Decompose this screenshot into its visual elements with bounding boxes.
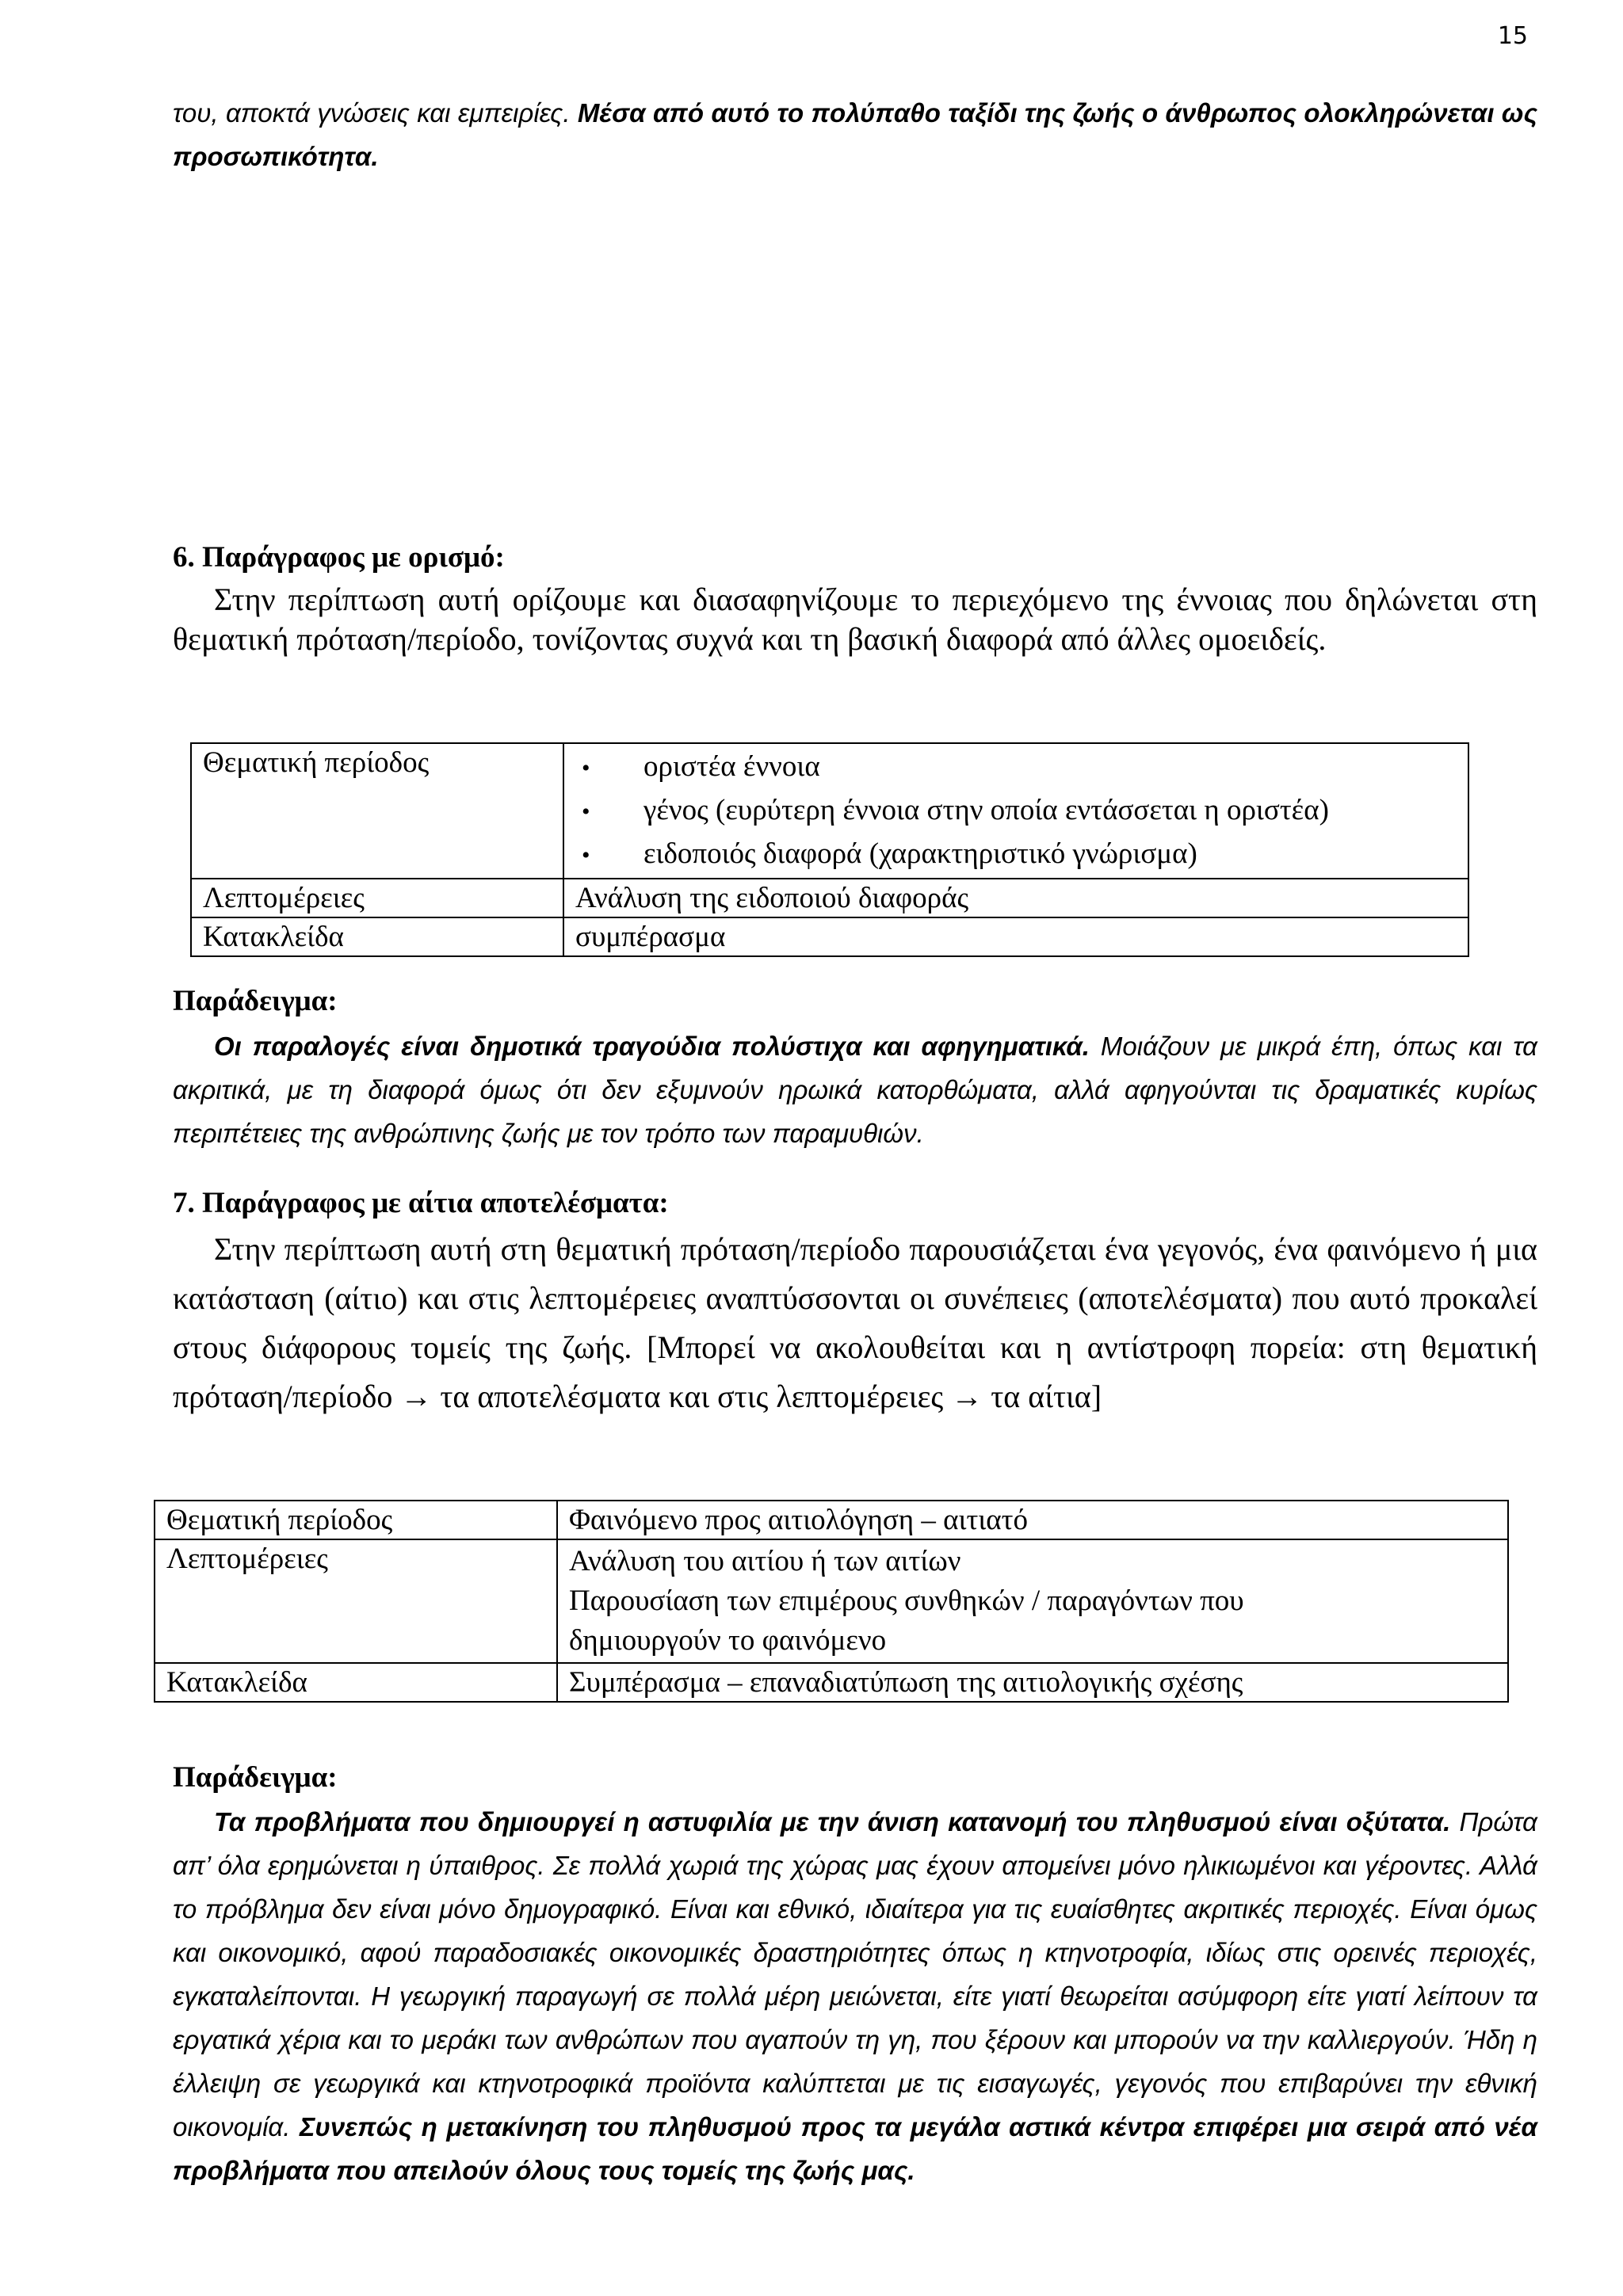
list-item: • ειδοποιός διαφορά (χαρακτηριστικό γνώρισμα) xyxy=(564,833,1457,876)
table-row xyxy=(155,1501,1508,1539)
section-7-example-label: Παράδειγμα: xyxy=(173,1761,338,1794)
table-row xyxy=(155,1539,1508,1663)
conclusion-label-cell xyxy=(191,917,563,956)
details-label-cell xyxy=(155,1539,557,1663)
thematic-value: Φαινόμενο προς αιτιολόγηση – αιτιατό xyxy=(569,1504,1029,1536)
section-7-example-bold-2: Συνεπώς η μετακίνηση του πληθυσμού προς τα μεγάλα αστικά κέντρα επιφέρει μια σειρά από νέα προβλήματα που απειλούν όλους τους τομείς της ζωής μας. xyxy=(173,2112,1537,2185)
section-6-example-bold: Οι παραλογές είναι δημοτικά τραγούδια πολύστιχα και αφηγηματικά. xyxy=(214,1032,1090,1061)
definition-table xyxy=(190,742,1469,957)
section-7-example-bold-1: Τα προβλήματα που δημιουργεί η αστυφιλία με την άνιση κατανομή του πληθυσμού είναι οξύτατα. xyxy=(214,1807,1451,1836)
details-line-2: Παρουσίαση των επιμέρους συνθηκών / παραγόντων που δημιουργούν το φαινόμενο xyxy=(569,1585,1244,1657)
thematic-label-cell xyxy=(191,743,563,879)
table-row xyxy=(191,917,1468,956)
section-6-example-label: Παράδειγμα: xyxy=(173,985,338,1017)
conclusion-value: συμπέρασμα xyxy=(575,921,726,953)
details-label: Λεπτομέρειες xyxy=(203,882,365,914)
bullet-icon: • xyxy=(582,755,590,781)
conclusion-label-cell xyxy=(155,1663,557,1702)
table-row xyxy=(191,743,1468,879)
section-7-example-text: Πρώτα απ’ όλα ερημώνεται η ύπαιθρος. Σε πολλά χωριά της χώρας μας έχουν απομείνει μόνο ηλικιωμένοι και γέροντες. Αλλά το πρόβλημα δεν είναι μόνο δημογραφικό. Είναι και εθνικό, ιδιαίτερα για τις ευαίσθητες ακριτικές περιοχές. Είναι όμως και οικονομικό, αφού παραδοσιακές οικονομικές δραστηριότητες όπως η κτηνοτροφία, ιδίως στις ορεινές περιοχές, εγκαταλείπονται. Η γεωργική παραγωγή σε πολλά μέρη μειώνεται, είτε γιατί θεωρείται ασύμφορη είτε γιατί λείπουν τα εργατικά χέρια και το μεράκι των ανθρώπων που αγαπούν τη γη, που ξέρουν και μπορούν να την καλλιεργούν. Ήδη η έλλειψη σε γεωργικά και κτηνοτροφικά προϊόντα καλύπτεται με τις εισαγωγές, γεγονός που επιβαρύνει την εθνική οικονομία. xyxy=(173,1807,1537,2142)
intro-text: του, αποκτά γνώσεις και εμπειρίες. xyxy=(173,98,578,128)
section-7-body-text: Στην περίπτωση αυτή στη θεματική πρόταση/περίοδο παρουσιάζεται ένα γεγονός, ένα φαινόμενο ή μια κατάσταση (αίτιο) και στις λεπτομέρειες αναπτύσσονται οι συνέπειες (αποτελέσματα) που αυτό προκαλεί στους διάφορους τομείς της ζωής. [Μπορεί να ακολουθείται και η αντίστροφη πορεία: στη θεματική πρόταση/περίοδο → τα αποτελέσματα και στις λεπτομέρειες → τα αίτια] xyxy=(173,1231,1537,1414)
details-value: Ανάλυση της ειδοποιού διαφοράς xyxy=(575,882,969,914)
details-value-cell xyxy=(563,879,1468,917)
conclusion-label: Κατακλείδα xyxy=(203,921,344,953)
table-row xyxy=(155,1663,1508,1702)
thematic-label: Θεματική περίοδος xyxy=(166,1504,393,1536)
conclusion-label: Κατακλείδα xyxy=(166,1666,307,1699)
list-item: • οριστέα έννοια xyxy=(564,746,1457,789)
list-item: • γένος (ευρύτερη έννοια στην οποία εντάσσεται η οριστέα) xyxy=(564,789,1457,833)
section-6-example xyxy=(173,1024,1537,1155)
page-number: 15 xyxy=(1497,22,1528,50)
bullet-icon: • xyxy=(582,799,590,825)
section-6-body xyxy=(173,580,1537,659)
conclusion-value-cell xyxy=(557,1663,1508,1702)
intro-bold-text: Μέσα από αυτό το πολύπαθο ταξίδι της ζωής ο άνθρωπος ολοκληρώνεται ως προσωπικότητα. xyxy=(173,98,1538,171)
table-row xyxy=(191,879,1468,917)
section-6-example-text: Μοιάζουν με μικρά έπη, όπως και τα ακριτικά, με τη διαφορά όμως ότι δεν εξυμνούν ηρωικά κατορθώματα, αλλά αφηγούνται τις δραματικές κυρίως περιπέτειες της ανθρώπινης ζωής με τον τρόπο των παραμυθιών. xyxy=(173,1032,1537,1148)
details-line-1: Ανάλυση του αιτίου ή των αιτίων xyxy=(569,1545,961,1577)
thematic-bullet-list xyxy=(564,746,1457,876)
section-6-heading: 6. Παράγραφος με ορισμό: xyxy=(173,541,505,574)
section-7-example xyxy=(173,1800,1537,2192)
details-value-cell xyxy=(557,1539,1508,1663)
section-7-heading: 7. Παράγραφος με αίτια αποτελέσματα: xyxy=(173,1187,669,1219)
thematic-label: Θεματική περίοδος xyxy=(203,746,430,779)
details-label: Λεπτομέρειες xyxy=(166,1543,328,1575)
thematic-label-cell xyxy=(155,1501,557,1539)
cause-effect-table xyxy=(154,1500,1509,1703)
conclusion-value: Συμπέρασμα – επαναδιατύπωση της αιτιολογικής σχέσης xyxy=(569,1666,1243,1699)
thematic-value-cell xyxy=(557,1501,1508,1539)
thematic-bullets-cell xyxy=(563,743,1468,879)
details-label-cell xyxy=(191,879,563,917)
section-7-body xyxy=(173,1225,1537,1421)
bullet-icon: • xyxy=(582,842,590,868)
section-6-body-text: Στην περίπτωση αυτή ορίζουμε και διασαφηνίζουμε το περιεχόμενο της έννοιας που δηλώνεται στη θεματική πρόταση/περίοδο, τονίζοντας συχνά και τη βασική διαφορά από άλλες ομοειδείς. xyxy=(173,582,1537,657)
conclusion-value-cell xyxy=(563,917,1468,956)
intro-paragraph xyxy=(173,91,1537,178)
